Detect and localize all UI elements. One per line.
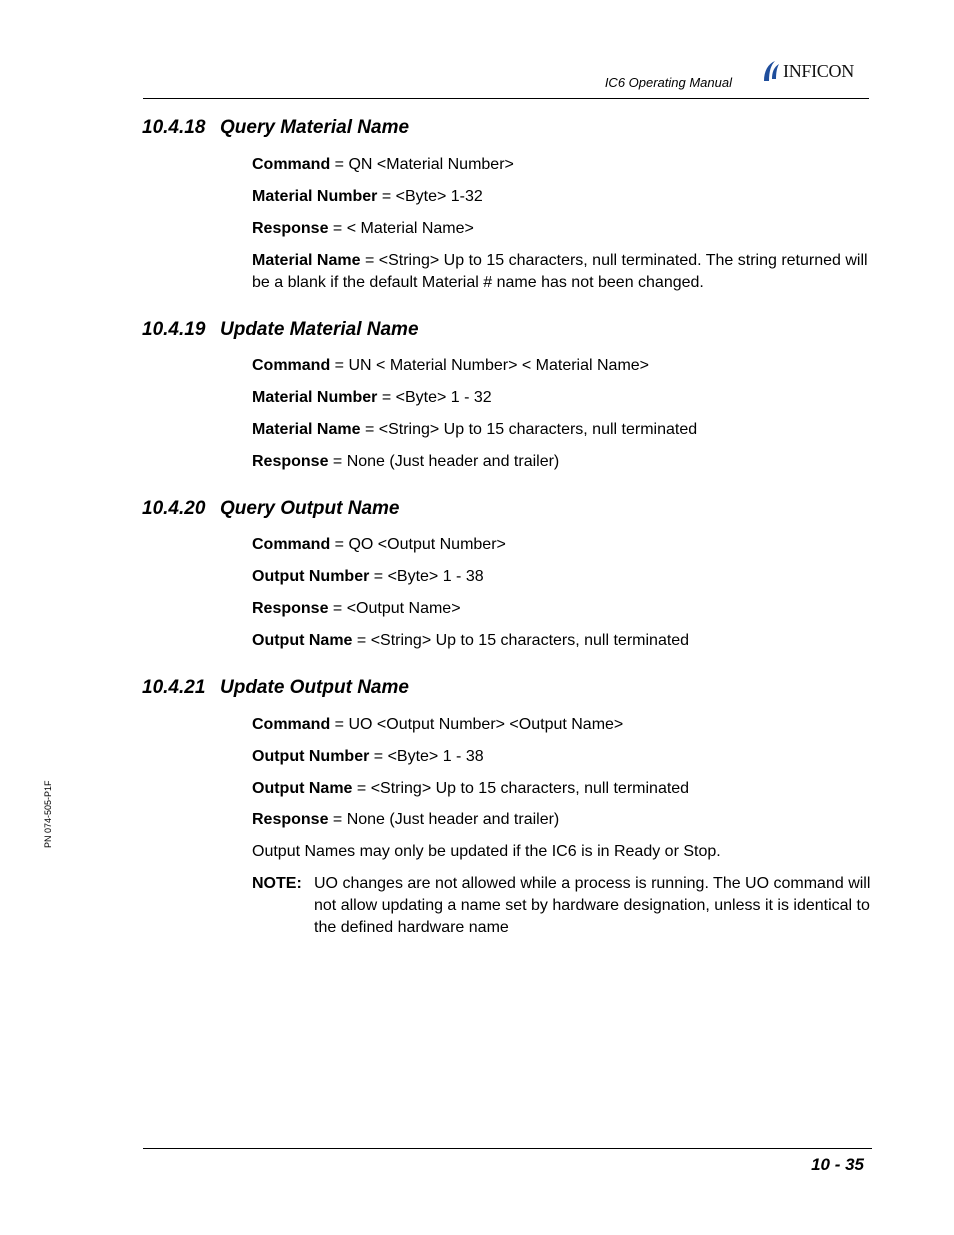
field-value: = QN <Material Number> xyxy=(330,156,514,173)
material-name-line xyxy=(252,419,697,441)
note-block xyxy=(252,873,872,939)
section-number: 10.4.21 xyxy=(142,677,206,698)
command-line xyxy=(252,154,514,176)
field-label: Output Name xyxy=(252,632,353,649)
section-number: 10.4.20 xyxy=(142,498,206,519)
field-label: Material Number xyxy=(252,188,378,205)
output-name-line xyxy=(252,778,689,800)
manual-title: IC6 Operating Manual xyxy=(604,75,732,90)
field-label: Command xyxy=(252,357,331,374)
response-line xyxy=(252,809,559,831)
field-value: = <Byte> 1 - 32 xyxy=(377,389,492,406)
section-title: Update Material Name xyxy=(220,319,419,340)
section-number: 10.4.19 xyxy=(142,319,206,340)
section-heading-10-4-21 xyxy=(142,677,409,699)
material-name-line xyxy=(252,250,872,294)
field-label: Response xyxy=(252,600,329,617)
section-title: Query Output Name xyxy=(220,498,400,519)
field-value: = <Byte> 1-32 xyxy=(377,188,483,205)
output-name-line xyxy=(252,630,689,652)
output-number-line xyxy=(252,566,484,588)
response-line xyxy=(252,218,474,240)
field-label: Output Name xyxy=(252,780,353,797)
field-value: = None (Just header and trailer) xyxy=(328,811,560,828)
output-number-line xyxy=(252,746,484,768)
field-label: Command xyxy=(252,156,331,173)
field-label: Command xyxy=(252,536,331,553)
page-number: 10 - 35 xyxy=(811,1155,864,1174)
inficon-logo xyxy=(760,59,854,83)
field-label: Response xyxy=(252,811,329,828)
field-label: Output Number xyxy=(252,748,370,765)
field-value: = QO <Output Number> xyxy=(330,536,506,553)
field-label: Response xyxy=(252,220,329,237)
command-line xyxy=(252,355,649,377)
material-number-line xyxy=(252,186,483,208)
note-text: UO changes are not allowed while a process is running. The UO command will not allow updating a name set by hardware designation, unless it is identical to the defined hardware name xyxy=(314,875,871,936)
field-label: Response xyxy=(252,453,329,470)
field-value: = <String> Up to 15 characters, null terminated xyxy=(352,780,690,797)
field-value: = <Output Name> xyxy=(328,600,461,617)
part-number-label: PN 074-505-P1F xyxy=(43,780,53,848)
field-value: = <String> Up to 15 characters, null terminated. The string returned will be a blank if the default Material # name has not been changed. xyxy=(252,252,868,291)
field-label: Material Name xyxy=(252,252,361,269)
field-label: Material Name xyxy=(252,421,361,438)
field-value: = <String> Up to 15 characters, null terminated xyxy=(352,632,690,649)
response-line xyxy=(252,451,559,473)
field-value: = None (Just header and trailer) xyxy=(328,453,560,470)
command-line xyxy=(252,714,623,736)
field-label: Material Number xyxy=(252,389,378,406)
material-number-line xyxy=(252,387,492,409)
section-heading-10-4-20 xyxy=(142,498,399,520)
body-paragraph: Output Names may only be updated if the IC6 is in Ready or Stop. xyxy=(252,843,721,860)
field-value: = <Byte> 1 - 38 xyxy=(369,568,484,585)
inficon-swoosh-icon xyxy=(760,59,782,83)
section-heading-10-4-19 xyxy=(142,319,419,341)
section-title: Query Material Name xyxy=(220,117,410,138)
field-value: = <String> Up to 15 characters, null terminated xyxy=(360,421,698,438)
field-label: Output Number xyxy=(252,568,370,585)
field-label: Command xyxy=(252,716,331,733)
section-heading-10-4-18 xyxy=(142,117,409,139)
field-value: = < Material Name> xyxy=(328,220,474,237)
brand-name: INFICON xyxy=(783,60,854,81)
field-value: = <Byte> 1 - 38 xyxy=(369,748,484,765)
command-line xyxy=(252,534,506,556)
section-title: Update Output Name xyxy=(220,677,409,698)
header-rule xyxy=(143,98,869,99)
field-value: = UN < Material Number> < Material Name> xyxy=(330,357,650,374)
footer-rule xyxy=(143,1148,872,1149)
response-line xyxy=(252,598,461,620)
note-label: NOTE: xyxy=(252,875,302,892)
section-number: 10.4.18 xyxy=(142,117,206,138)
field-value: = UO <Output Number> <Output Name> xyxy=(330,716,624,733)
